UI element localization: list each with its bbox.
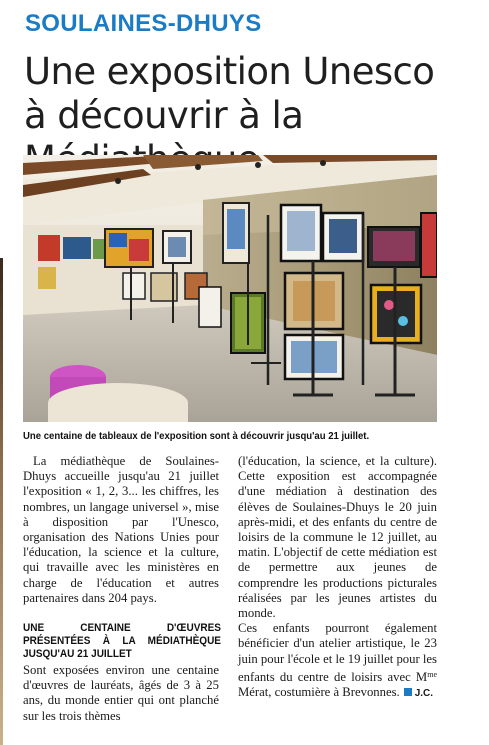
paragraph-works: Sont exposées environ une centaine d'œuvres de lauréats, âgés de 3 à 25 ans, du monde entier qui ont planché sur les trois thèmes [23,663,219,723]
column-right [238,454,437,701]
article-headline: Une exposition Unesco à découvrir à la [24,50,435,137]
exhibition-photo-icon [23,155,437,422]
end-square-icon [404,688,412,696]
photo-caption: Une centaine de tableaux de l'exposition sont à découvrir jusqu'au 21 juillet. [23,431,370,442]
workshop-text-end: Mérat, costumière à Brevonnes. [238,685,400,700]
section-kicker: SOULAINES-DHUYS [25,10,262,37]
title-superscript: me [427,669,437,679]
workshop-text: Ces enfants pourront également bénéficier d'un atelier artistique, le 23 juin pour l'école et le 19 juillet pour les enfants du centre de loisirs avec M [238,621,437,684]
paragraph-workshop [238,621,437,701]
author-signature: J.C. [414,688,434,700]
paragraph-intro: La médiathèque de Soulaines-Dhuys accueille jusqu'au 21 juillet l'exposition « 1, 2, 3... les chiffres, les nombres, un langage universel », mise à disposition par l'Unesco, organisation des Nations Unies pour l'éducation, la science et la culture, qui travaille avec les ministères en charge de l'éducation et autres partenaires dans 204 pays. [23,454,219,605]
exhibition-photo [23,155,437,422]
page-edge [0,258,3,745]
subheading: UNE CENTAINE D'ŒUVRES PRÉSENTÉES À LA MÉDIATHÈQUE JUSQU'AU 21 JUILLET [23,622,221,661]
paragraph-mediation: (l'éducation, la science, et la culture). Cette exposition est accompagnée d'une médiation à destination des élèves de Soulaines-Dhuys le 20 juin après-midi, et des enfants du centre de loisirs de la commune le 12 juillet, au matin. L'objectif de cette médiation est de permettre aux jeunes de comprendre les productions picturales réalisées par les jeunes artistes du monde. [238,454,437,621]
column-left [23,454,219,724]
